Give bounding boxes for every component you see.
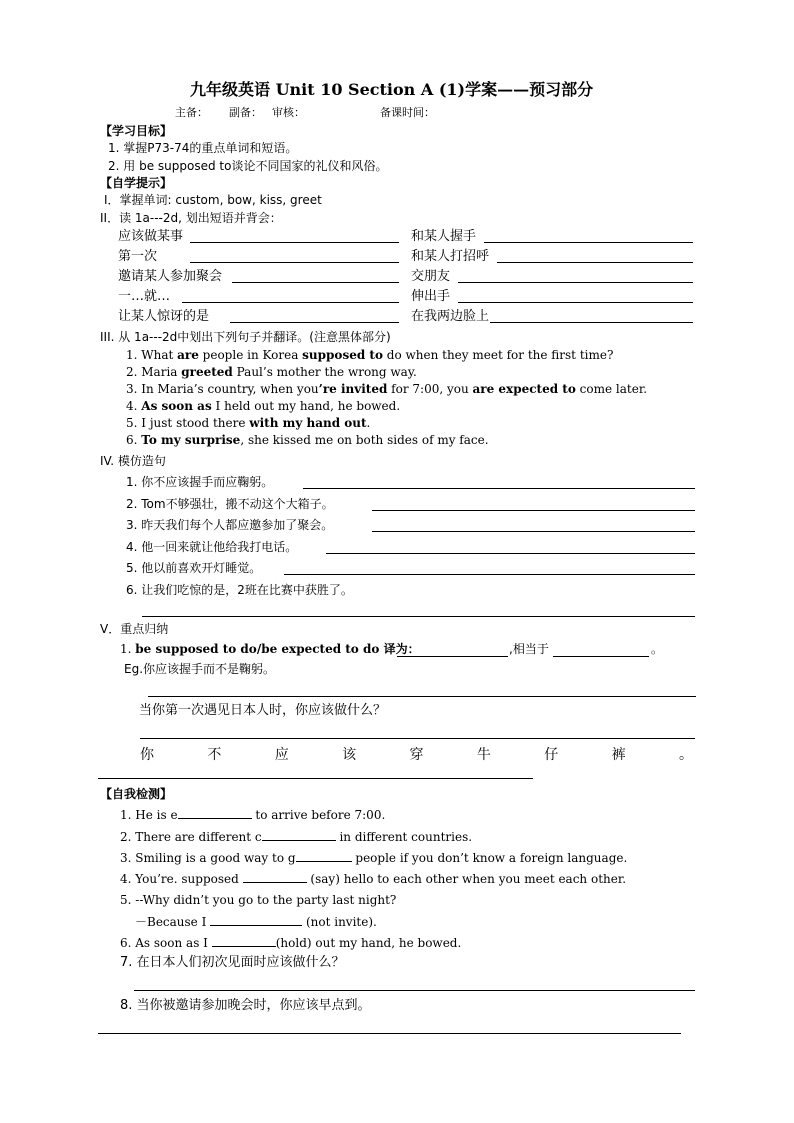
imitate-item-2: 2. Tom不够强壮，搬不动这个大箱子。 xyxy=(126,497,334,511)
phrase-left-2: 第一次 xyxy=(118,249,158,264)
imitate-item-3: 3. 昨天我们每个人都应邀参加了聚会。 xyxy=(126,518,334,532)
imitate-item-5: 5. 他以前喜欢开灯睡觉。 xyxy=(126,561,262,575)
imitate-item-1: 1. 你不应该握手而应鞠躬。 xyxy=(126,475,274,489)
imitate-item-6: 6. 让我们吃惊的是，2班在比赛中获胜了。 xyxy=(126,583,353,597)
phrase-right-1: 和某人握手 xyxy=(411,229,477,244)
test-q2-blank[interactable] xyxy=(262,829,336,841)
blank-right-3[interactable] xyxy=(458,282,693,283)
blank-left-1[interactable] xyxy=(190,242,399,243)
sentence-5: 5. I just stood there with my hand out. xyxy=(126,416,371,430)
phrase-left-5: 让某人惊讶的是 xyxy=(118,309,210,324)
sentence-3: 3. In Maria’s country, when you’re invited for 7:00, you are expected to come later. xyxy=(126,382,648,396)
blank-right-5[interactable] xyxy=(490,322,693,323)
goal-item-2: 2. 用 be supposed to谈论不同国家的礼仪和风俗。 xyxy=(108,159,388,173)
phrase-right-4: 伸出手 xyxy=(411,289,451,304)
test-q5: 5. --Why didn’t you go to the party last night? xyxy=(120,893,397,907)
imitate-blank-4[interactable] xyxy=(326,553,695,554)
part4-heading: IV. 模仿造句 xyxy=(100,454,166,468)
test-q3: 3. Smiling is a good way to g people if you don’t know a foreign language. xyxy=(120,851,628,865)
key-point-mid: ,相当于 xyxy=(509,642,549,656)
meta-deputy: 副备： xyxy=(229,106,262,119)
test-q1: 1. He is e to arrive before 7:00. xyxy=(120,808,386,822)
imitate-blank-5[interactable] xyxy=(284,574,695,575)
test-q4: 4. You’re. supposed (say) hello to each other when you meet each other. xyxy=(120,872,627,886)
test-heading: 【自我检测】 xyxy=(100,787,173,801)
sentence-2: 2. Maria greeted Paul’s mother the wrong way. xyxy=(126,365,417,379)
example-blank-1[interactable] xyxy=(148,696,696,697)
key-point-1: 1. be supposed to do/be expected to do 译为： xyxy=(120,642,420,656)
page-title: 九年级英语 Unit 10 Section A (1)学案——预习部分 xyxy=(190,80,594,99)
imitate-blank-6[interactable] xyxy=(142,616,695,617)
test-q7: 7. 在日本人们初次见面时应该做什么？ xyxy=(120,955,345,970)
test-q8: 8. 当你被邀请参加晚会时，你应该早点到。 xyxy=(120,998,371,1013)
phrase-right-2: 和某人打招呼 xyxy=(411,249,490,264)
example-blank-3[interactable] xyxy=(98,778,533,779)
test-q6-blank[interactable] xyxy=(212,935,276,947)
imitate-blank-1[interactable] xyxy=(303,488,695,489)
meta-chief: 主备： xyxy=(175,106,208,119)
phrase-left-4: 一…就… xyxy=(118,289,171,304)
test-q5-blank[interactable] xyxy=(210,914,302,926)
imitate-blank-2[interactable] xyxy=(372,510,695,511)
key-point-blank-1[interactable] xyxy=(397,656,508,657)
blank-right-2[interactable] xyxy=(497,262,693,263)
key-point-end: 。 xyxy=(651,642,664,656)
example-3: 你 不 应 该 穿 牛 仔 裤 。 xyxy=(140,747,693,763)
imitate-item-4: 4. 他一回来就让他给我打电话。 xyxy=(126,540,298,554)
sentence-6: 6. To my surprise, she kissed me on both sides of my face. xyxy=(126,433,489,447)
meta-review: 审核： xyxy=(272,106,305,119)
part3-heading: III. 从 1a---2d中划出下列句子并翻译。(注意黑体部分) xyxy=(100,330,391,344)
goal-item-1: 1. 掌握P73-74的重点单词和短语。 xyxy=(108,141,298,155)
phrase-right-3: 交朋友 xyxy=(411,269,451,284)
sentence-1: 1. What are people in Korea supposed to do when they meet for the first time? xyxy=(126,348,614,362)
hints-heading: 【自学提示】 xyxy=(100,176,173,190)
test-q7-blank[interactable] xyxy=(134,990,695,991)
test-q2: 2. There are different c in different countries. xyxy=(120,830,473,844)
example-2: 当你第一次遇见日本人时，你应该做什么？ xyxy=(139,703,387,718)
example-1: Eg.你应该握手而不是鞠躬。 xyxy=(124,662,276,676)
test-q3-blank[interactable] xyxy=(296,850,352,862)
part1-words: I．掌握单词: custom, bow, kiss, greet xyxy=(104,193,322,207)
blank-right-1[interactable] xyxy=(484,242,693,243)
test-q1-blank[interactable] xyxy=(178,807,252,819)
test-q6: 6. As soon as I (hold) out my hand, he bowed. xyxy=(120,936,462,950)
part2-heading: II．读 1a---2d, 划出短语并背会： xyxy=(100,211,282,225)
meta-time: 备课时间： xyxy=(380,106,435,119)
phrase-left-1: 应该做某事 xyxy=(118,229,184,244)
sentence-4: 4. As soon as I held out my hand, he bowed. xyxy=(126,399,401,413)
key-point-blank-2[interactable] xyxy=(553,656,649,657)
phrase-right-5: 在我两边脸上 xyxy=(411,309,490,324)
blank-left-5[interactable] xyxy=(230,322,399,323)
blank-left-2[interactable] xyxy=(190,262,399,263)
part5-heading: V．重点归纳 xyxy=(100,622,169,636)
goals-heading: 【学习目标】 xyxy=(100,124,173,138)
example-blank-2[interactable] xyxy=(140,738,695,739)
blank-left-4[interactable] xyxy=(182,302,399,303)
blank-right-4[interactable] xyxy=(458,302,693,303)
imitate-blank-3[interactable] xyxy=(372,531,695,532)
test-q8-blank[interactable] xyxy=(98,1033,681,1034)
test-q4-blank[interactable] xyxy=(243,871,307,883)
blank-left-3[interactable] xyxy=(232,282,399,283)
test-q5b: －Because I (not invite). xyxy=(135,915,377,929)
phrase-left-3: 邀请某人参加聚会 xyxy=(118,269,223,284)
